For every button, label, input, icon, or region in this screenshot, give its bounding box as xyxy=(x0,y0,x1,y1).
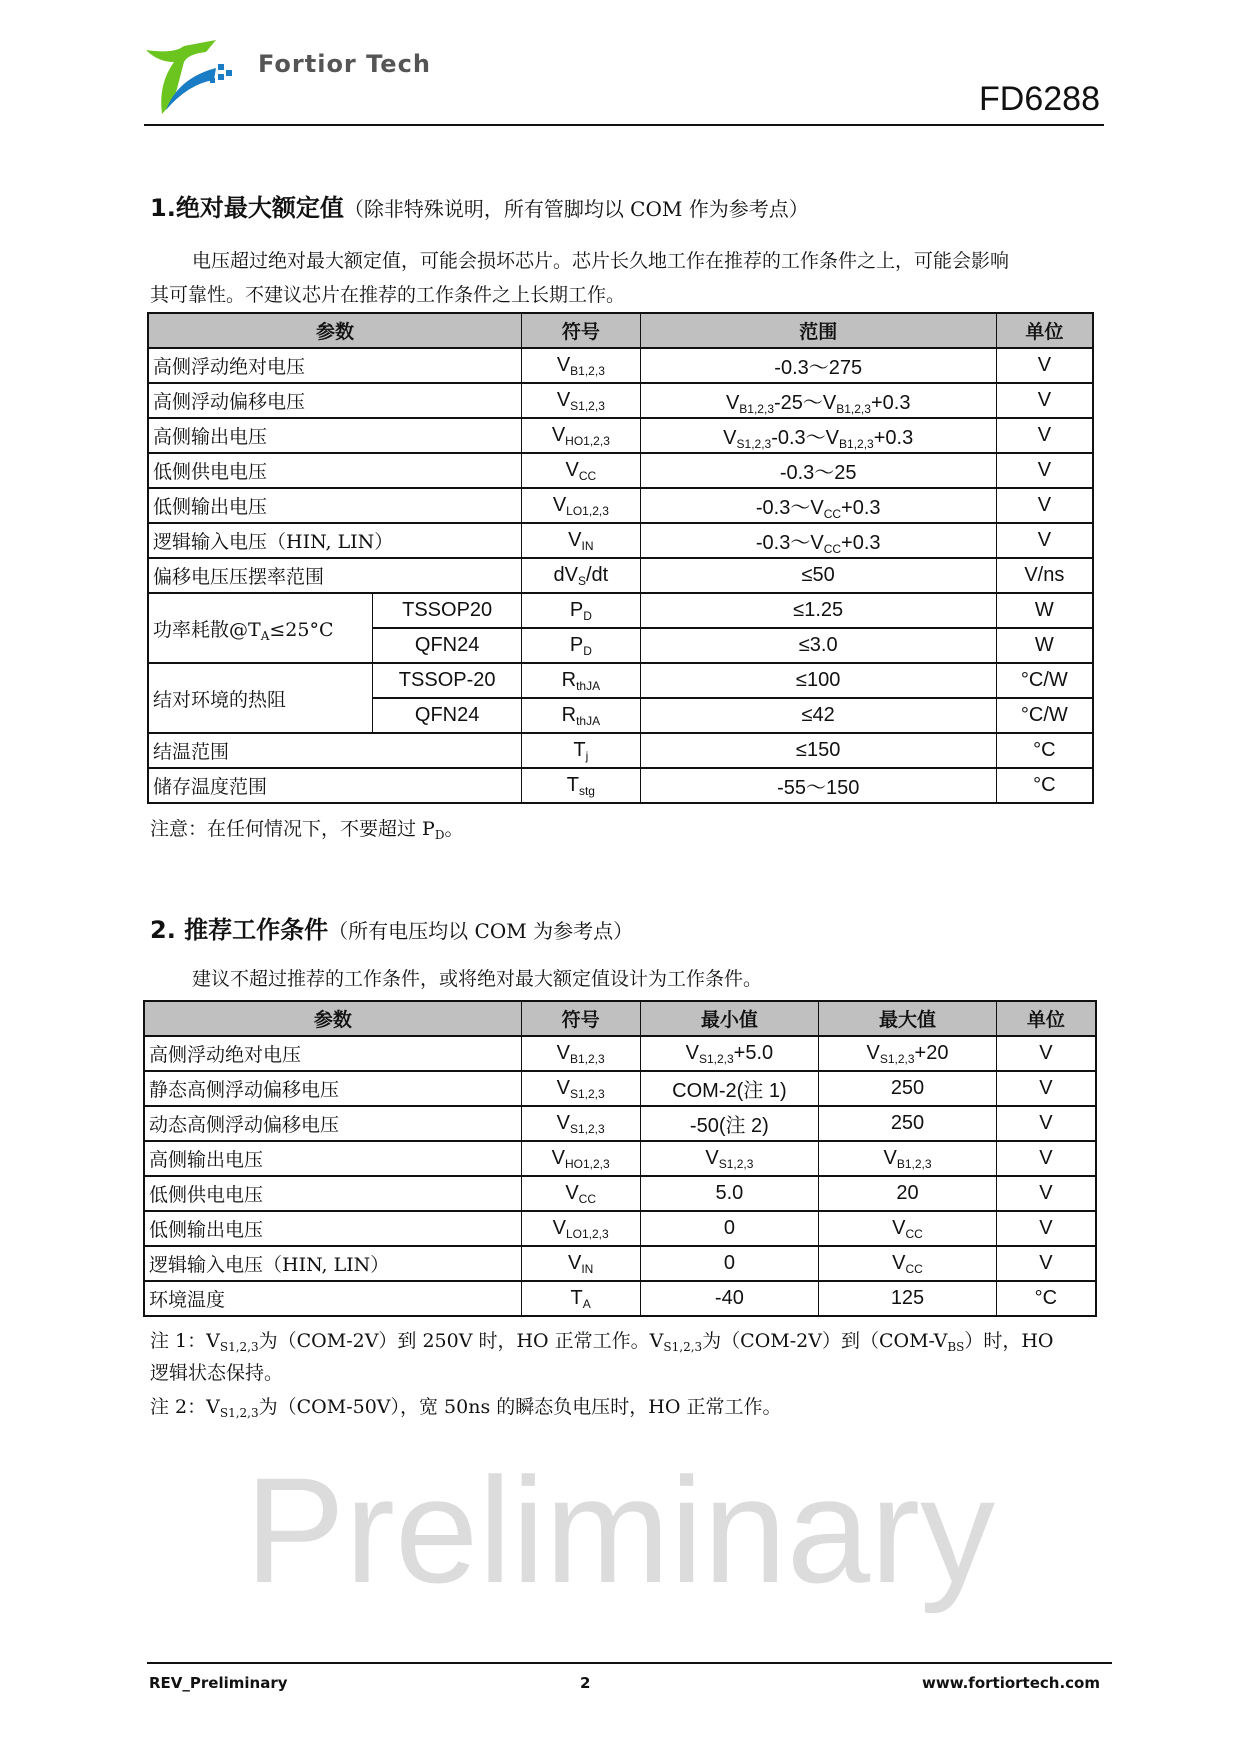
note2 xyxy=(150,1392,781,1419)
subscript: B1,2,3 xyxy=(739,402,774,416)
subscript: B1,2,3 xyxy=(570,364,605,378)
min-cell xyxy=(640,1281,819,1316)
subscript: S1,2,3 xyxy=(879,1052,915,1066)
text-run: 250 xyxy=(890,1112,925,1134)
subscript: D xyxy=(434,828,445,842)
section2-title: 2. 推荐工作条件 xyxy=(150,916,329,944)
subscript: A xyxy=(582,1297,591,1311)
subscript: B1,2,3 xyxy=(569,1052,605,1066)
text-run: 注 1：V xyxy=(150,1330,220,1352)
table-row xyxy=(148,488,1093,523)
subscript: S1,2,3 xyxy=(569,1122,605,1136)
range-cell xyxy=(640,383,996,418)
text-run: 0 xyxy=(723,1252,735,1274)
section1-title: 1.绝对最大额定值 xyxy=(150,194,344,222)
symbol-cell xyxy=(522,523,641,558)
text-run: V xyxy=(568,529,582,551)
package-cell: TSSOP20 xyxy=(373,593,522,628)
subscript: CC xyxy=(905,1227,923,1241)
subscript: S xyxy=(577,574,586,588)
table-row xyxy=(148,348,1093,383)
range-cell xyxy=(640,523,996,558)
subscript: S1,2,3 xyxy=(718,1157,754,1171)
text-run: ）时，HO xyxy=(964,1330,1054,1352)
symbol-cell xyxy=(522,453,641,488)
text-run: V xyxy=(556,354,571,376)
table-row xyxy=(144,1281,1096,1316)
text-run: ≤50 xyxy=(801,564,835,586)
text-run: R xyxy=(561,704,577,726)
text-run: V xyxy=(892,1217,906,1239)
brand-name: Fortior Tech xyxy=(258,50,431,78)
max-cell xyxy=(819,1246,997,1281)
unit-cell: °C xyxy=(996,768,1093,803)
subscript: B1,2,3 xyxy=(836,402,871,416)
note1-line1 xyxy=(150,1326,1054,1353)
unit-cell: V xyxy=(996,348,1093,383)
max-cell xyxy=(819,1071,997,1106)
text-run: V xyxy=(866,1042,880,1064)
text-run: V xyxy=(556,1042,570,1064)
preliminary-watermark: Preliminary xyxy=(244,1446,996,1614)
subscript: CC xyxy=(578,1192,597,1206)
table-row xyxy=(148,453,1093,488)
subscript: CC xyxy=(823,542,842,556)
note1-line2: 逻辑状态保持。 xyxy=(150,1362,284,1384)
min-cell xyxy=(640,1246,819,1281)
text-run: +0.3 xyxy=(873,427,914,449)
subscript: BS xyxy=(947,1340,965,1354)
min-cell xyxy=(640,1211,819,1246)
symbol-cell xyxy=(521,1071,640,1106)
min-cell xyxy=(640,1036,819,1071)
param-cell: 静态高侧浮动偏移电压 xyxy=(144,1071,521,1106)
table-row xyxy=(144,1071,1096,1106)
param-cell: 储存温度范围 xyxy=(148,768,522,803)
table-row xyxy=(148,768,1093,803)
param-cell: 低侧供电电压 xyxy=(144,1176,521,1211)
table-row xyxy=(148,558,1093,593)
unit-cell: V xyxy=(996,1036,1096,1071)
text-run: COM-2(注 1) xyxy=(672,1080,787,1102)
text-run: 125 xyxy=(890,1287,925,1309)
text-run: 20 xyxy=(896,1182,919,1204)
document-id: FD6288 xyxy=(979,80,1100,118)
unit-cell: V xyxy=(996,1106,1096,1141)
text-run: V xyxy=(551,1147,565,1169)
footer-divider xyxy=(147,1662,1112,1664)
subscript: S1,2,3 xyxy=(219,1340,259,1354)
param-cell xyxy=(148,593,373,663)
unit-cell: V/ns xyxy=(996,558,1093,593)
text-run: V xyxy=(725,392,740,414)
absolute-max-ratings-table xyxy=(147,312,1094,804)
footer-revision: REV_Preliminary xyxy=(149,1674,288,1692)
table-row xyxy=(144,1106,1096,1141)
unit-cell: V xyxy=(996,488,1093,523)
symbol-cell xyxy=(522,383,641,418)
column-header: 单位 xyxy=(996,1001,1096,1036)
range-cell xyxy=(640,558,996,593)
text-run: V xyxy=(565,459,579,481)
subscript: A xyxy=(260,628,270,643)
text-run: R xyxy=(561,669,577,691)
header-divider xyxy=(144,124,1104,126)
text-run: P xyxy=(569,634,584,656)
min-cell xyxy=(640,1141,819,1176)
package-cell: TSSOP-20 xyxy=(373,663,522,698)
text-run: +5.0 xyxy=(733,1042,774,1064)
param-cell xyxy=(148,663,373,733)
unit-cell: V xyxy=(996,523,1093,558)
column-header: 单位 xyxy=(996,313,1093,348)
unit-cell: °C xyxy=(996,733,1093,768)
param-cell: 逻辑输入电压（HIN, LIN） xyxy=(144,1246,521,1281)
table-row xyxy=(144,1001,1096,1036)
subscript: S1,2,3 xyxy=(663,1340,703,1354)
max-cell xyxy=(819,1176,997,1211)
range-cell xyxy=(640,628,996,663)
text-run: 注意：在任何情况下，不要超过 P xyxy=(150,818,435,840)
text-run: +20 xyxy=(914,1042,949,1064)
section1-para-line1: 电压超过绝对最大额定值，可能会损坏芯片。芯片长久地工作在推荐的工作条件之上，可能会影响 xyxy=(192,250,1010,272)
table-row xyxy=(144,1176,1096,1211)
param-cell: 低侧供电电压 xyxy=(148,453,522,488)
range-cell xyxy=(640,488,996,523)
table-row xyxy=(148,593,1093,628)
table-row xyxy=(144,1141,1096,1176)
column-header: 最小值 xyxy=(640,1001,819,1036)
section1-subtitle: （除非特殊说明，所有管脚均以 COM 作为参考点） xyxy=(343,197,809,221)
unit-cell: V xyxy=(996,1246,1096,1281)
text-run: -0.3～275 xyxy=(774,357,863,379)
min-cell xyxy=(640,1106,819,1141)
param-cell: 低侧输出电压 xyxy=(144,1211,521,1246)
text-run: P xyxy=(569,599,584,621)
param-cell: 结温范围 xyxy=(148,733,522,768)
text-run: 为（COM-50V），宽 50ns 的瞬态负电压时，HO 正常工作。 xyxy=(258,1396,782,1418)
text-run: ≤1.25 xyxy=(793,599,844,621)
param-cell: 低侧输出电压 xyxy=(148,488,522,523)
package-cell: QFN24 xyxy=(373,698,522,733)
text-run: ≤25°C xyxy=(269,618,334,641)
min-cell xyxy=(640,1176,819,1211)
column-header: 最大值 xyxy=(819,1001,997,1036)
text-run: dV xyxy=(553,564,578,586)
subscript: HO1,2,3 xyxy=(564,1157,610,1171)
text-run: 0 xyxy=(723,1217,735,1239)
table-row xyxy=(148,523,1093,558)
text-run: V xyxy=(565,1182,579,1204)
table-row xyxy=(148,313,1093,348)
text-run: ≤100 xyxy=(796,669,841,691)
unit-cell: V xyxy=(996,453,1093,488)
symbol-cell xyxy=(522,663,641,698)
subscript: S1,2,3 xyxy=(698,1052,734,1066)
column-header: 符号 xyxy=(521,1001,640,1036)
subscript: B1,2,3 xyxy=(896,1157,932,1171)
text-run: V xyxy=(685,1042,699,1064)
subscript: LO1,2,3 xyxy=(565,1227,609,1241)
text-run: V xyxy=(705,1147,719,1169)
table-row xyxy=(148,383,1093,418)
text-run: ≤3.0 xyxy=(798,634,838,656)
max-cell xyxy=(819,1211,997,1246)
column-header: 符号 xyxy=(522,313,641,348)
param-cell: 高侧输出电压 xyxy=(148,418,522,453)
text-run: -40 xyxy=(714,1287,744,1309)
unit-cell: V xyxy=(996,383,1093,418)
section2-subtitle: （所有电压均以 COM 为参考点） xyxy=(328,919,634,943)
symbol-cell xyxy=(521,1176,640,1211)
text-run: 5.0 xyxy=(715,1182,744,1204)
text-run: 为（COM-2V）到（COM-V xyxy=(702,1330,948,1352)
text-run: V xyxy=(552,1217,566,1239)
range-cell xyxy=(640,663,996,698)
subscript: B1,2,3 xyxy=(839,437,874,451)
symbol-cell xyxy=(522,488,641,523)
column-header: 参数 xyxy=(148,313,522,348)
subscript: D xyxy=(583,644,592,658)
text-run: 250 xyxy=(890,1077,925,1099)
section1-para-line2: 其可靠性。不建议芯片在推荐的工作条件之上长期工作。 xyxy=(150,284,626,306)
param-cell: 高侧浮动绝对电压 xyxy=(148,348,522,383)
section2-heading xyxy=(150,910,633,945)
unit-cell: °C/W xyxy=(996,663,1093,698)
symbol-cell xyxy=(522,558,641,593)
param-cell: 偏移电压压摆率范围 xyxy=(148,558,522,593)
text-run: V xyxy=(556,1112,570,1134)
section2-para: 建议不超过推荐的工作条件，或将绝对最大额定值设计为工作条件。 xyxy=(192,968,763,990)
range-cell xyxy=(640,453,996,488)
text-run: +0.3 xyxy=(870,392,911,414)
subscript: thJA xyxy=(576,679,601,693)
subscript: S1,2,3 xyxy=(570,399,605,413)
max-cell xyxy=(819,1141,997,1176)
unit-cell: V xyxy=(996,1071,1096,1106)
text-run: T xyxy=(566,774,579,796)
subscript: IN xyxy=(581,539,594,553)
text-run: -0.3～25 xyxy=(779,462,857,484)
text-run: -0.3～V xyxy=(755,532,824,554)
text-run: 结对环境的热阻 xyxy=(153,688,287,711)
range-cell xyxy=(640,698,996,733)
table-row xyxy=(148,663,1093,698)
max-cell xyxy=(819,1036,997,1071)
text-run: T xyxy=(573,739,586,761)
footer-website: www.fortiortech.com xyxy=(922,1674,1100,1692)
subscript: stg xyxy=(578,784,595,798)
recommended-conditions-table xyxy=(143,1000,1097,1317)
table-row xyxy=(148,733,1093,768)
fortior-logo xyxy=(144,40,244,114)
text-run: 功率耗散@T xyxy=(153,618,261,641)
column-header: 范围 xyxy=(640,313,996,348)
range-cell xyxy=(640,768,996,803)
text-run: V xyxy=(892,1252,906,1274)
text-run: 。 xyxy=(444,818,464,840)
text-run: 注 2：V xyxy=(150,1396,220,1418)
section1-heading xyxy=(150,188,809,223)
table-row xyxy=(144,1246,1096,1281)
symbol-cell xyxy=(522,768,641,803)
range-cell xyxy=(640,348,996,383)
text-run: V xyxy=(556,389,571,411)
param-cell: 动态高侧浮动偏移电压 xyxy=(144,1106,521,1141)
symbol-cell xyxy=(521,1211,640,1246)
max-cell xyxy=(819,1281,997,1316)
subscript: j xyxy=(585,749,589,763)
subscript: CC xyxy=(823,507,842,521)
range-cell xyxy=(640,733,996,768)
text-run: V xyxy=(568,1252,582,1274)
subscript: CC xyxy=(578,469,597,483)
symbol-cell xyxy=(522,593,641,628)
text-run: 为（COM-2V）到 250V 时，HO 正常工作。V xyxy=(258,1330,664,1352)
text-run: V xyxy=(551,424,566,446)
range-cell xyxy=(640,593,996,628)
package-cell: QFN24 xyxy=(373,628,522,663)
subscript: IN xyxy=(581,1262,594,1276)
table-row xyxy=(144,1036,1096,1071)
subscript: HO1,2,3 xyxy=(565,434,610,448)
unit-cell: W xyxy=(996,593,1093,628)
text-run: V xyxy=(556,1077,570,1099)
max-cell xyxy=(819,1106,997,1141)
column-header: 参数 xyxy=(144,1001,521,1036)
symbol-cell xyxy=(522,418,641,453)
section1-note xyxy=(150,814,463,841)
subscript: D xyxy=(583,609,592,623)
text-run: T xyxy=(570,1287,583,1309)
param-cell: 高侧浮动绝对电压 xyxy=(144,1036,521,1071)
text-run: +0.3 xyxy=(841,497,881,519)
symbol-cell xyxy=(521,1246,640,1281)
range-cell xyxy=(640,418,996,453)
subscript: LO1,2,3 xyxy=(566,504,609,518)
symbol-cell xyxy=(521,1281,640,1316)
unit-cell: V xyxy=(996,418,1093,453)
table-row xyxy=(148,418,1093,453)
param-cell: 高侧浮动偏移电压 xyxy=(148,383,522,418)
subscript: S1,2,3 xyxy=(569,1087,605,1101)
param-cell: 环境温度 xyxy=(144,1281,521,1316)
text-run: -55～150 xyxy=(777,777,860,799)
text-run: -0.3～V xyxy=(755,497,824,519)
unit-cell: °C xyxy=(996,1281,1096,1316)
subscript: S1,2,3 xyxy=(219,1406,259,1420)
table-row xyxy=(144,1211,1096,1246)
text-run: -25～V xyxy=(774,392,837,414)
subscript: CC xyxy=(905,1262,923,1276)
text-run: ≤150 xyxy=(796,739,841,761)
symbol-cell xyxy=(521,1106,640,1141)
param-cell: 高侧输出电压 xyxy=(144,1141,521,1176)
symbol-cell xyxy=(522,628,641,663)
footer-page-number: 2 xyxy=(580,1674,591,1692)
unit-cell: V xyxy=(996,1176,1096,1211)
unit-cell: V xyxy=(996,1141,1096,1176)
param-cell: 逻辑输入电压（HIN, LIN） xyxy=(148,523,522,558)
subscript: S1,2,3 xyxy=(736,437,772,451)
text-run: V xyxy=(723,427,737,449)
text-run: -0.3～V xyxy=(771,427,840,449)
unit-cell: °C/W xyxy=(996,698,1093,733)
text-run: V xyxy=(552,494,567,516)
text-run: +0.3 xyxy=(841,532,881,554)
symbol-cell xyxy=(521,1141,640,1176)
subscript: thJA xyxy=(576,714,601,728)
text-run: /dt xyxy=(585,564,609,586)
text-run: ≤42 xyxy=(801,704,835,726)
unit-cell: W xyxy=(996,628,1093,663)
symbol-cell xyxy=(522,733,641,768)
min-cell xyxy=(640,1071,819,1106)
symbol-cell xyxy=(522,698,641,733)
text-run: V xyxy=(883,1147,897,1169)
symbol-cell xyxy=(522,348,641,383)
text-run: -50(注 2) xyxy=(689,1115,769,1137)
unit-cell: V xyxy=(996,1211,1096,1246)
symbol-cell xyxy=(521,1036,640,1071)
